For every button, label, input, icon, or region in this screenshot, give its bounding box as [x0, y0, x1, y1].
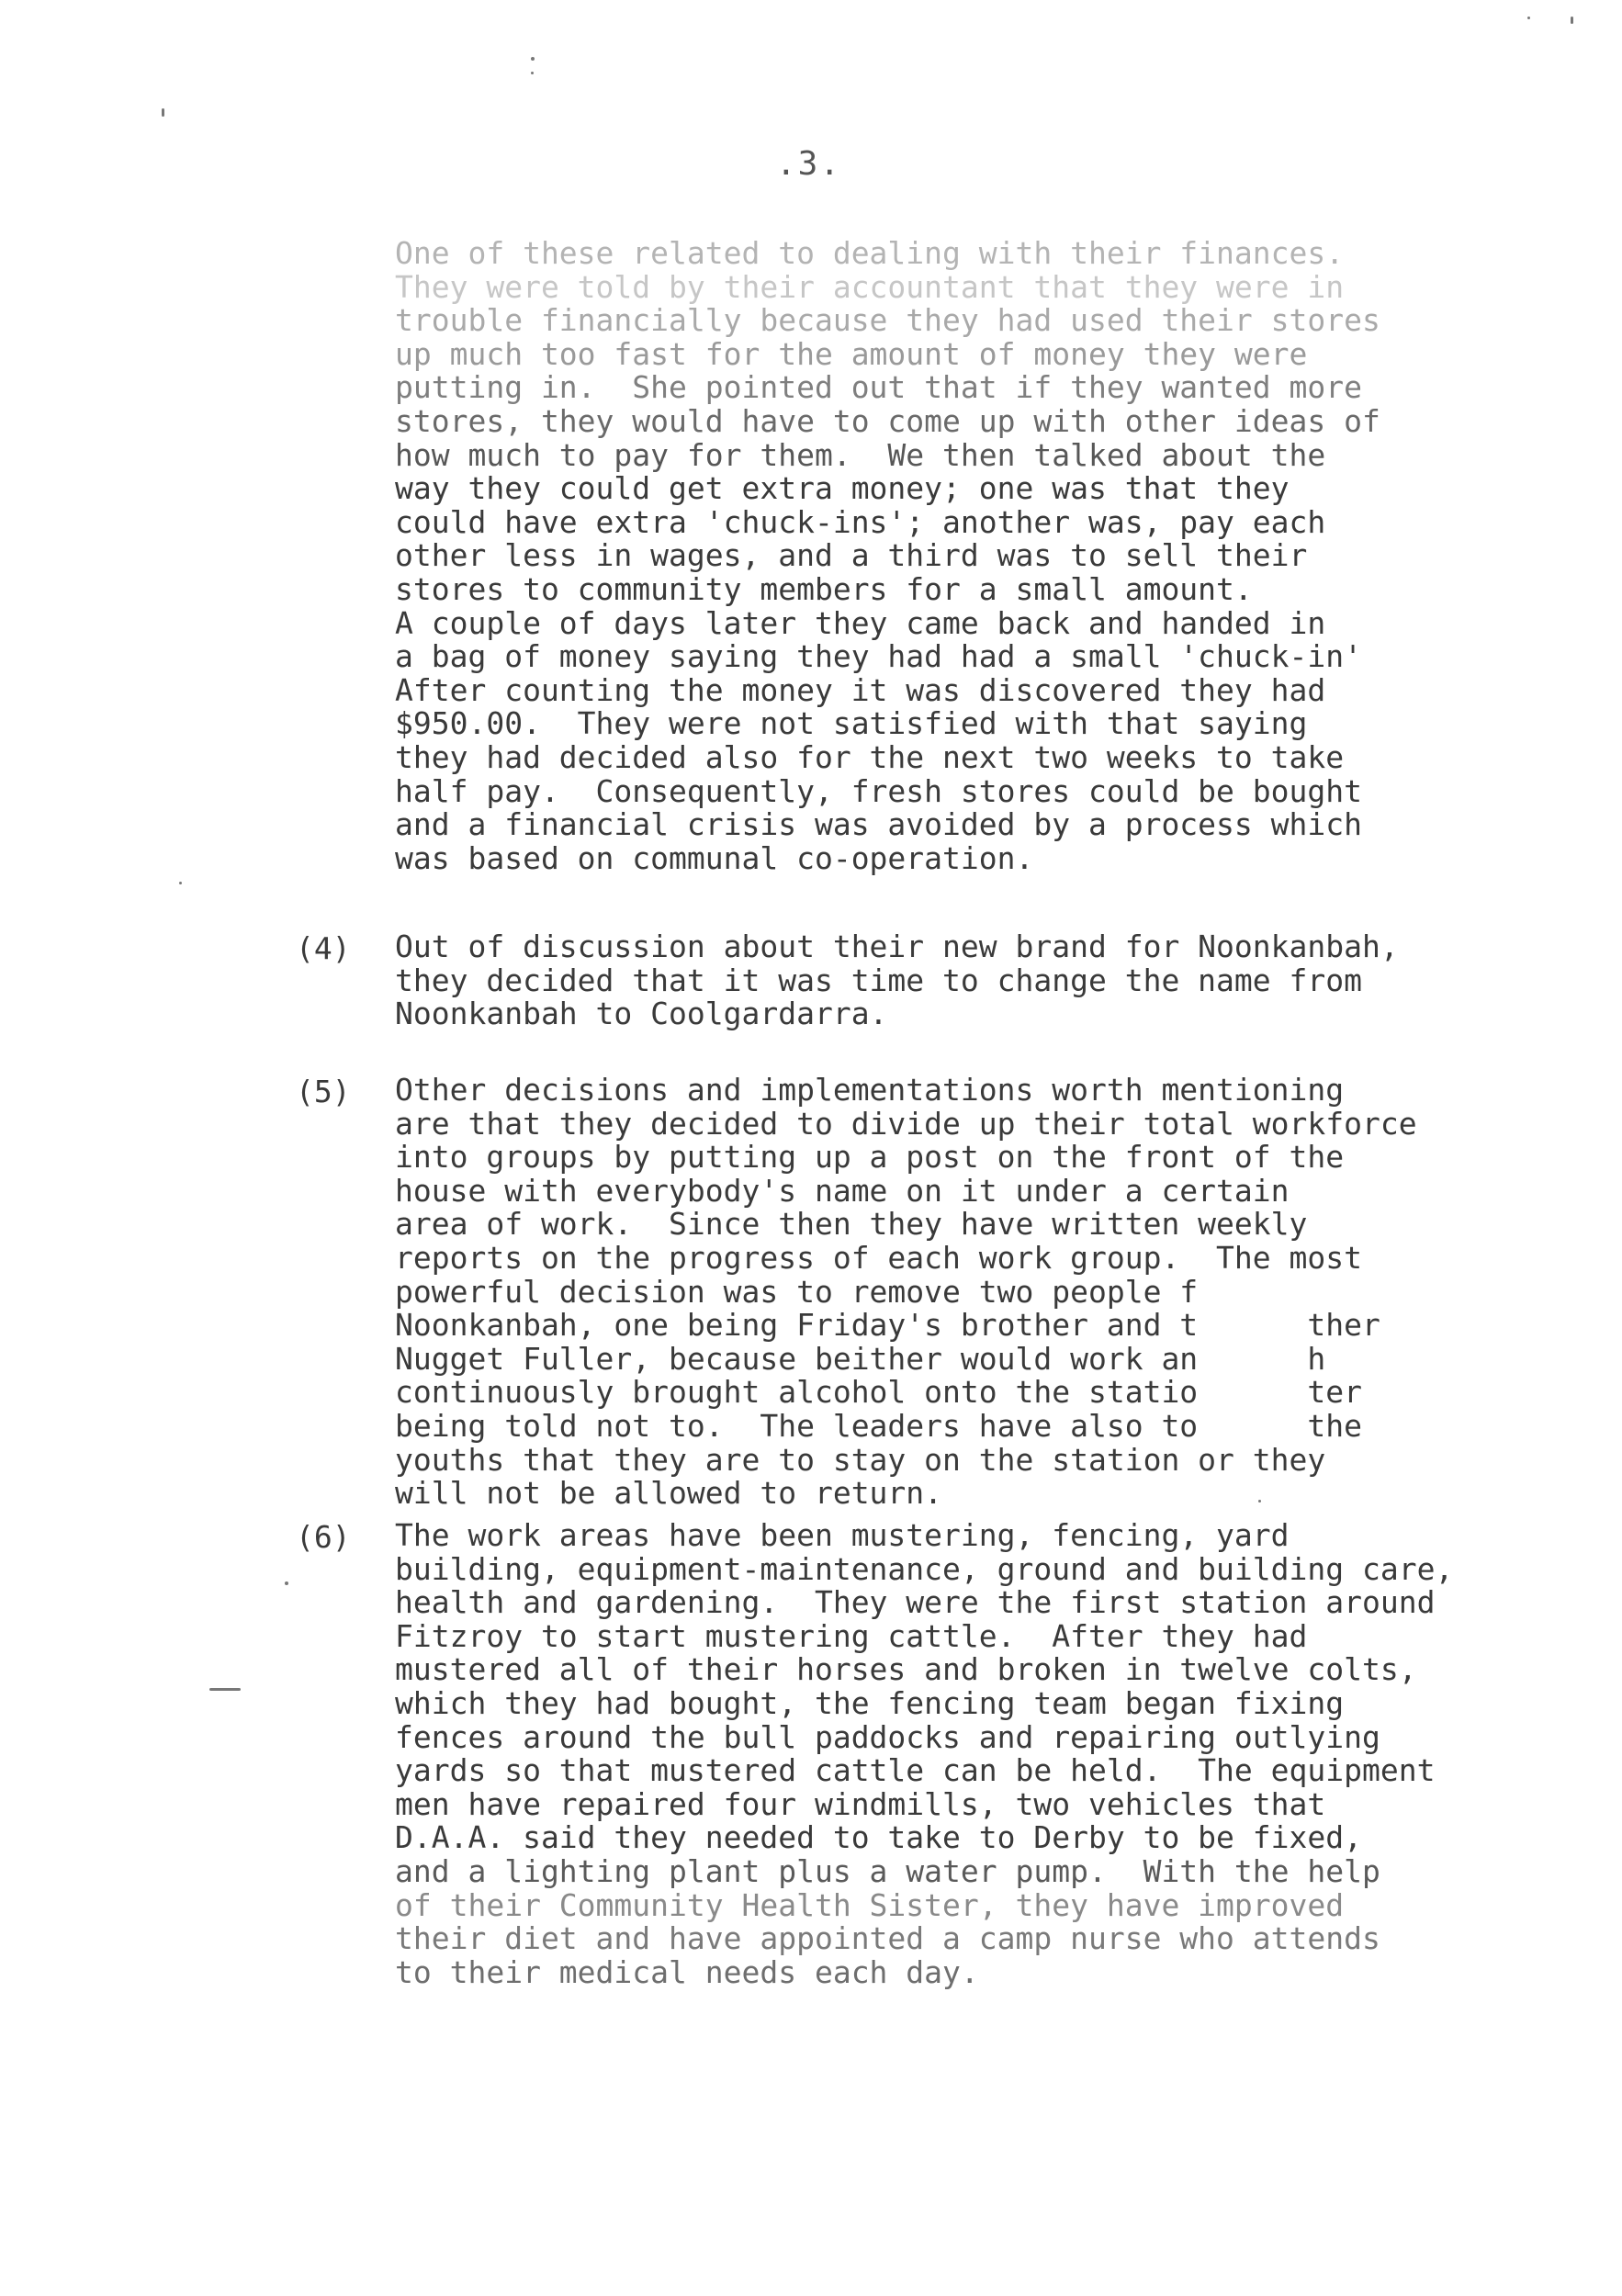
text-line: The work areas have been mustering, fencing, yard — [395, 1517, 1290, 1553]
scan-speck — [531, 57, 535, 61]
paragraph-number-6: (6) — [296, 1519, 351, 1555]
text-line: yards so that mustered cattle can be held. The equipment — [395, 1752, 1436, 1789]
paragraph-3-body — [395, 237, 1580, 875]
text-line: into groups by putting up a post on the front of the — [395, 1139, 1345, 1176]
text-line: $950.00. They were not satisfied with that saying — [395, 705, 1308, 742]
scan-speck — [1258, 1500, 1261, 1503]
text-line: youths that they are to stay on the station or they — [395, 1441, 1326, 1478]
text-line: Out of discussion about their new brand for Noonkanbah, — [395, 929, 1399, 964]
scan-speck — [209, 1688, 241, 1691]
text-line: putting in. She pointed out that if they wanted more — [395, 369, 1362, 406]
text-line: fences around the bull paddocks and repairing outlying — [395, 1718, 1380, 1755]
text-line: could have extra 'chuck-ins'; another was, pay each — [395, 503, 1326, 540]
text-line: other less in wages, and a third was to sell their — [395, 537, 1308, 574]
text-line: stores to community members for a small amount. — [395, 570, 1253, 607]
scan-speck — [1571, 17, 1573, 24]
text-line: they decided that it was time to change the name from — [395, 962, 1362, 998]
text-line: house with everybody's name on it under a certain — [395, 1172, 1290, 1209]
text-line: their diet and have appointed a camp nurse who attends — [395, 1920, 1380, 1957]
text-line: powerful decision was to remove two people f — [395, 1273, 1199, 1310]
text-line: Noonkanbah, one being Friday's brother and t ther — [395, 1307, 1380, 1344]
text-line: D.A.A. said they needed to take to Derby to be fixed, — [395, 1819, 1362, 1856]
text-line: area of work. Since then they have written weekly — [395, 1206, 1308, 1243]
text-line: was based on communal co-operation. — [395, 839, 1034, 876]
text-line: way they could get extra money; one was that they — [395, 470, 1290, 507]
text-line: a bag of money saying they had had a small 'chuck-in' — [395, 638, 1362, 675]
paragraph-5-body — [395, 1074, 1580, 1511]
text-line: they had decided also for the next two weeks to take — [395, 738, 1345, 775]
page-number: .3. — [776, 145, 842, 183]
text-line: After counting the money it was discovered they had — [395, 671, 1326, 708]
text-line: to their medical needs each day. — [395, 1953, 979, 1990]
scan-speck — [1527, 17, 1530, 19]
text-line: being told not to. The leaders have also to the — [395, 1407, 1362, 1444]
text-line: Noonkanbah to Coolgardarra. — [395, 996, 888, 1032]
text-line: how much to pay for them. We then talked about the — [395, 436, 1326, 473]
scan-speck — [162, 108, 164, 117]
text-line: trouble financially because they had used their stores — [395, 302, 1380, 339]
text-line: Fitzroy to start mustering cattle. After they had — [395, 1617, 1308, 1654]
scan-speck — [531, 72, 534, 74]
text-line: mustered all of their horses and broken in twelve colts, — [395, 1651, 1417, 1688]
text-line: continuously brought alcohol onto the statio ter — [395, 1374, 1362, 1411]
text-line: half pay. Consequently, fresh stores could be bought — [395, 772, 1362, 809]
text-line: health and gardening. They were the first station around — [395, 1584, 1436, 1621]
text-line: up much too fast for the amount of money they were — [395, 335, 1308, 372]
text-line: are that they decided to divide up their total workforce — [395, 1105, 1417, 1142]
scan-speck — [179, 882, 182, 884]
text-line: Nugget Fuller, because beither would work an h — [395, 1340, 1326, 1377]
paragraph-number-4: (4) — [296, 930, 351, 966]
text-line: One of these related to dealing with their finances. — [395, 235, 1345, 271]
paragraph-number-5: (5) — [296, 1074, 351, 1109]
text-line: reports on the progress of each work group. The most — [395, 1239, 1362, 1276]
text-line: which they had bought, the fencing team began fixing — [395, 1684, 1345, 1721]
text-line: and a financial crisis was avoided by a process which — [395, 806, 1362, 843]
paragraph-6-body — [395, 1519, 1580, 1989]
text-line: men have repaired four windmills, two vehicles that — [395, 1785, 1326, 1822]
text-line: of their Community Health Sister, they have improved — [395, 1886, 1345, 1923]
text-line: Other decisions and implementations worth mentioning — [395, 1072, 1345, 1108]
text-line: A couple of days later they came back and handed in — [395, 604, 1326, 641]
text-line: and a lighting plant plus a water pump. With the help — [395, 1852, 1380, 1889]
scan-speck — [285, 1581, 288, 1585]
paragraph-4-body — [395, 930, 1580, 1031]
text-line: stores, they would have to come up with other ideas of — [395, 402, 1380, 439]
text-line: building, equipment-maintenance, ground and building care, — [395, 1550, 1454, 1587]
text-line: They were told by their accountant that they were in — [395, 268, 1345, 305]
text-line: will not be allowed to return. — [395, 1475, 943, 1512]
